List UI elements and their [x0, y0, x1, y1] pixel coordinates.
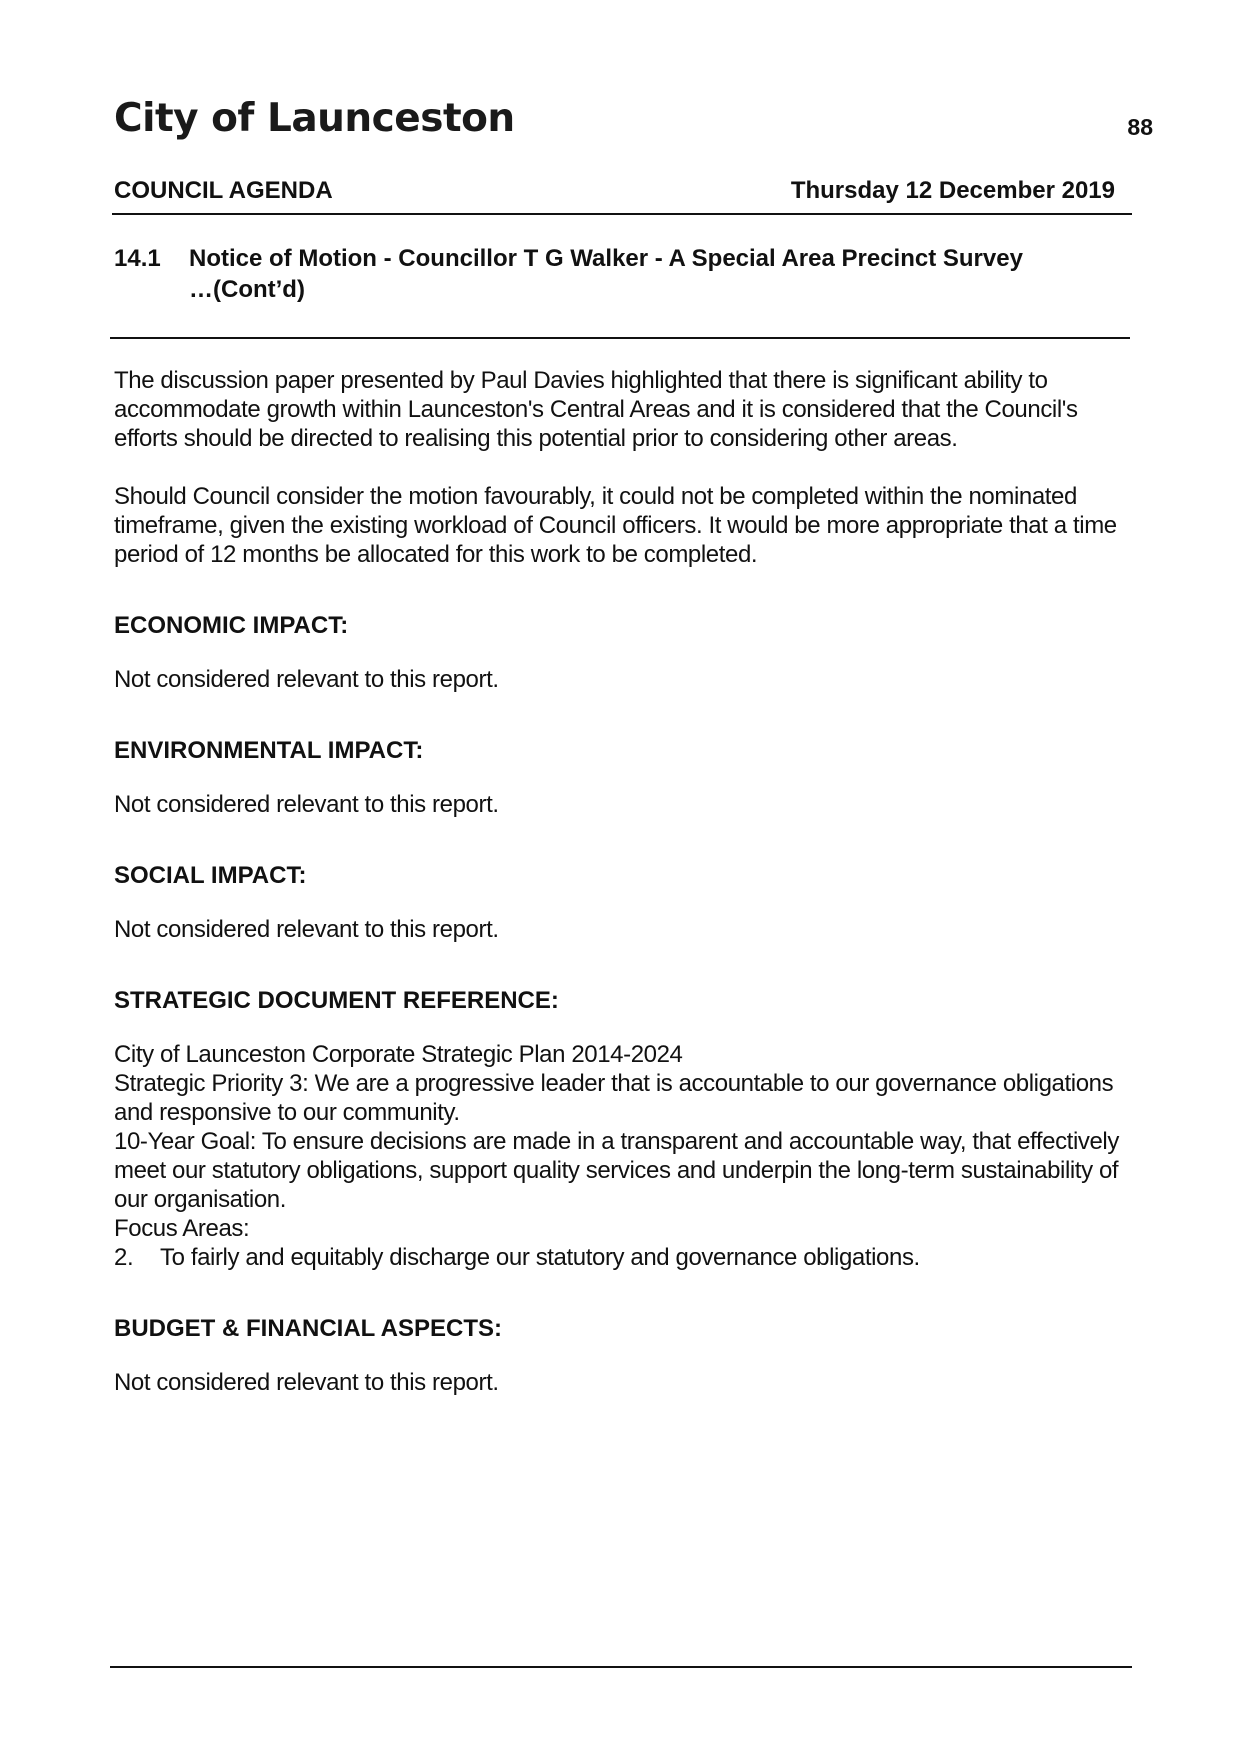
page-number: 88 [1127, 114, 1153, 140]
meeting-date: Thursday 12 December 2019 [790, 177, 1115, 204]
item-title-line-2: …(Cont’d) [189, 276, 305, 303]
social-impact-text: Not considered relevant to this report. [114, 916, 499, 943]
budget-heading: BUDGET & FINANCIAL ASPECTS: [114, 1315, 503, 1342]
item-title-line-1: Notice of Motion - Councillor T G Walker - A Special Area Precinct Survey [189, 245, 1023, 272]
budget-text: Not considered relevant to this report. [114, 1369, 499, 1396]
focus-area-item [114, 1243, 1124, 1272]
report-body [114, 366, 1124, 1397]
strategic-reference-heading: STRATEGIC DOCUMENT REFERENCE: [114, 987, 559, 1014]
strategic-plan-name: City of Launceston Corporate Strategic Plan 2014-2024 [114, 1041, 683, 1068]
item-divider [110, 337, 1130, 339]
environmental-impact-heading: ENVIRONMENTAL IMPACT: [114, 737, 424, 764]
body-paragraph: The discussion paper presented by Paul Davies highlighted that there is significant ability to accommodate growth within Launceston's Central Areas and it is considered that the Council's efforts should be directed to realising this potential prior to considering other areas. [114, 367, 1078, 452]
footer-divider [110, 1666, 1132, 1668]
social-impact-heading: SOCIAL IMPACT: [114, 862, 307, 889]
item-title [189, 243, 1094, 305]
economic-impact-heading: ECONOMIC IMPACT: [114, 612, 349, 639]
focus-areas-label: Focus Areas: [114, 1215, 250, 1242]
body-paragraph: Should Council consider the motion favourably, it could not be completed within the nominated timeframe, given the existing workload of Council officers. It would be more appropriate that a time period of 12 months be allocated for this work to be completed. [114, 483, 1117, 568]
focus-area-text: To fairly and equitably discharge our statutory and governance obligations. [160, 1244, 920, 1271]
ten-year-goal: 10-Year Goal: To ensure decisions are made in a transparent and accountable way, that effectively meet our statutory obligations, support quality services and underpin the long-term sustainability of our organisation. [114, 1128, 1119, 1213]
economic-impact-text: Not considered relevant to this report. [114, 666, 499, 693]
agenda-label: COUNCIL AGENDA [114, 177, 333, 204]
header-divider [112, 213, 1132, 215]
strategic-priority: Strategic Priority 3: We are a progressive leader that is accountable to our governance obligations and responsive to our community. [114, 1070, 1114, 1126]
environmental-impact-text: Not considered relevant to this report. [114, 791, 499, 818]
agenda-item-heading [114, 243, 1094, 305]
organisation-title: City of Launceston [114, 96, 515, 141]
focus-area-number: 2. [114, 1244, 134, 1271]
item-number: 14.1 [114, 245, 161, 272]
